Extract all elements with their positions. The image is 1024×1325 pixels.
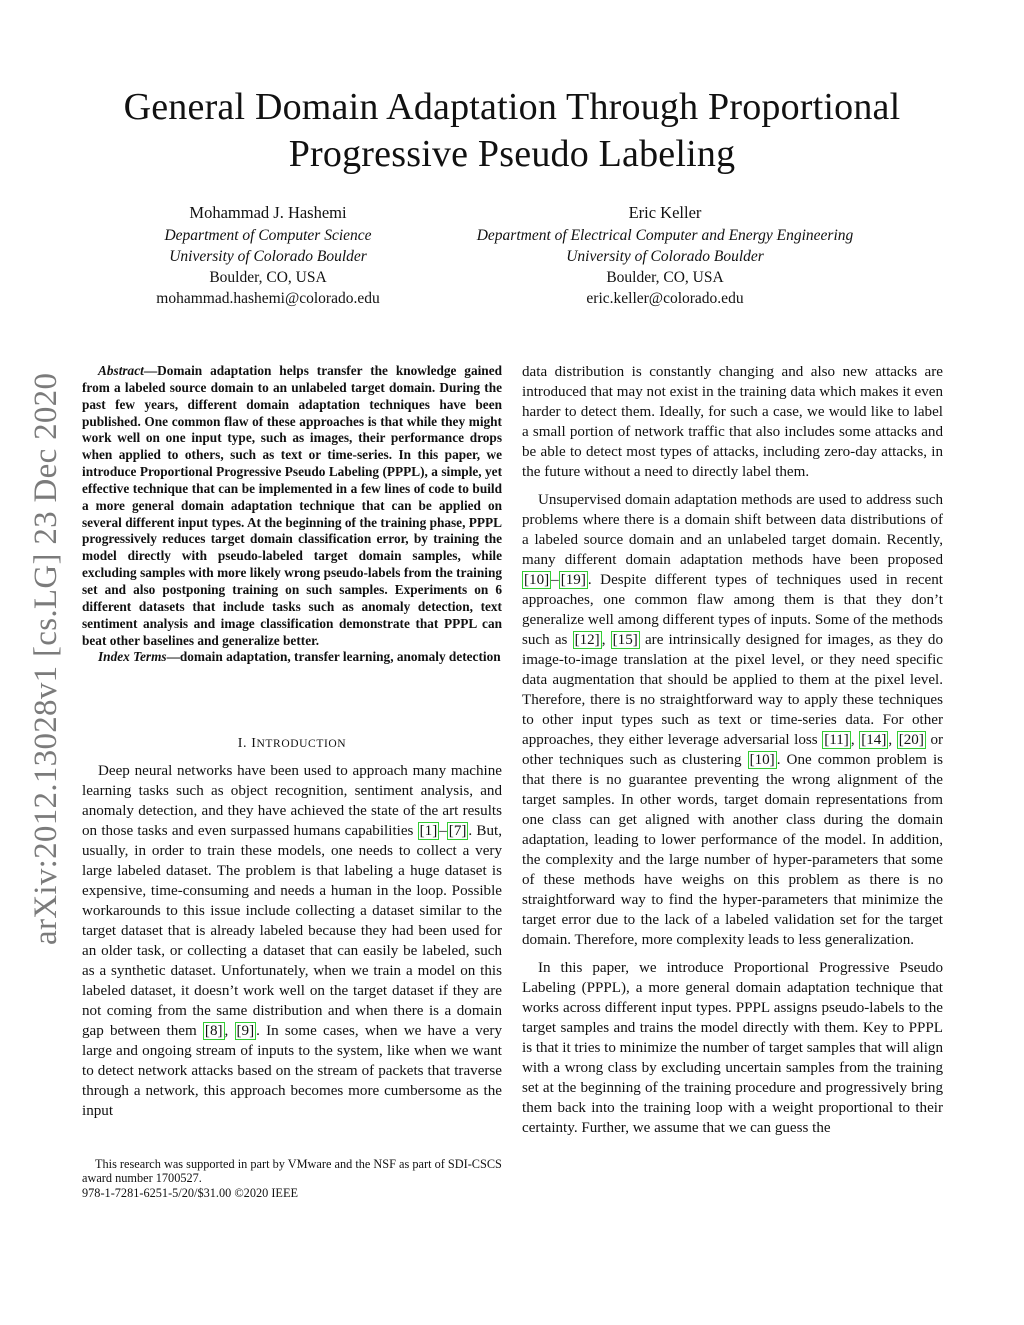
author-block-2 <box>432 202 898 309</box>
abstract-text: Domain adaptation helps transfer the knowledge gained from a labeled source domain to an unlabeled target domain. During the past few years, different domain adaptation techniques have been published. One common flaw of these approaches is that while they might work well on one input type, such as images, their performance drops when applied to others, such as text or time-series. In this paper, we introduce Proportional Progressive Pseudo Labeling (PPPL), a simple, yet effective technique that can be implemented in a few lines of code to build a more general domain adaptation technique that can be applied on several different input types. At the beginning of the training phase, PPPL progressively reduces target domain classification error, by training the model directly with pseudo-labeled target domain samples, while excluding samples with more likely wrong pseudo-labels from the training set and also postponing training on such samples. Experiments on 6 different datasets that include tasks such as anomaly detection, text sentiment analysis and image classification demonstrate that PPPL can beat other baselines and generalize better. <box>82 363 502 648</box>
text-run: , <box>224 1023 235 1039</box>
author-university: University of Colorado Boulder <box>169 248 367 265</box>
body-paragraph: data distribution is constantly changing and also new attacks are introduced that may not exist in the training data which makes it even harder to detect them. Ideally, for such a case, we would like to label a small portion of network traffic that also includes some attacks and be able to detect most types of attacks, including zero-day attacks, in the future without a need to directly label them. <box>522 364 943 480</box>
text-run: , <box>850 732 860 748</box>
index-terms-text: domain adaptation, transfer learning, anomaly detection <box>179 649 501 665</box>
citation-link[interactable]: [11] <box>824 732 849 748</box>
author-location: Boulder, CO, USA <box>209 269 327 286</box>
author-name: Eric Keller <box>628 203 702 222</box>
citation-link[interactable]: [9] <box>236 1023 255 1039</box>
text-run: . One common problem is that there is no guarantee preventing the wrong alignment of the target samples. In other words, target domain representations from one class can get aligned with another class during the domain adaptation, leading to lower performance of the model. In addition, the complexity and the large number of hyper-parameters that some of these methods have weighs on this problem as there is no straightforward way to find the hyper-parameters that minimize the target error due to the lack of a labeled validation set for the target domain. Therefore, more complexity leads to less generalization. <box>522 752 944 948</box>
text-run: or other techniques such as clustering <box>522 732 944 768</box>
text-run: , <box>601 632 611 648</box>
citation-link[interactable]: [19] <box>560 572 586 588</box>
introduction-text <box>82 761 502 1121</box>
citation-link[interactable]: [20] <box>898 732 924 748</box>
index-terms <box>82 649 502 666</box>
text-run: . Despite different types of techniques used in recent approaches, one common flaw among them is that they don’t generalize well among different types of inputs. Some of the methods such as <box>522 572 943 648</box>
footnote-block <box>82 1157 502 1200</box>
abstract-paragraph <box>82 363 502 649</box>
funding-footnote: This research was supported in part by VMware and the NSF as part of SDI-CSCS award number 1700527. <box>82 1157 502 1186</box>
text-run: Unsupervised domain adaptation methods are used to address such problems where there is a domain shift between data distributions of a labeled source domain and an unlabeled target domain. Recently, many different domain adaptation methods have been proposed <box>522 492 943 568</box>
text-run: , <box>888 732 897 748</box>
abstract-dash: — <box>143 363 158 378</box>
text-run: Deep neural networks have been used to approach many machine learning tasks such as object recognition, sentiment analysis, and anomaly detection, and they have achieved the state of the art results on those tasks and even surpassed humans capabilities <box>82 763 502 839</box>
paper-title-line-1: General Domain Adaptation Through Proportional <box>123 86 901 128</box>
citation-link[interactable]: [14] <box>861 732 887 748</box>
paper-title-line-2: Progressive Pseudo Labeling <box>288 133 736 175</box>
author-name: Mohammad J. Hashemi <box>189 203 347 222</box>
paper-title <box>40 84 984 178</box>
author-email[interactable]: mohammad.hashemi@colorado.edu <box>156 290 380 307</box>
index-terms-lead: Index Terms <box>98 649 167 665</box>
author-location: Boulder, CO, USA <box>606 269 724 286</box>
text-run: – <box>551 572 559 588</box>
body-paragraph <box>82 761 502 1121</box>
author-university: University of Colorado Boulder <box>566 248 764 265</box>
arxiv-identifier-stamp: arXiv:2012.13028v1 [cs.LG] 23 Dec 2020 <box>28 372 64 945</box>
citation-link[interactable]: [10] <box>524 572 550 588</box>
section-heading-introduction <box>82 736 502 752</box>
text-run: . In some cases, when we have a very large and ongoing stream of inputs to the system, like when we want to detect network attacks based on the stream of packets that traverse through a network, this approach becomes more cumbersome as the input <box>82 1023 503 1119</box>
abstract-lead: Abstract <box>98 363 144 378</box>
text-run: are intrinsically designed for images, as they do image-to-image translation at the pixel level, or they need specific data augmentation that should be applied to them at the pixel level. Therefore, there is no straightforward way to apply these techniques to other input types such as text or time-series data. For other approaches, they either leverage adversarial loss <box>522 632 944 748</box>
abstract-block <box>82 363 502 666</box>
citation-link[interactable]: [12] <box>574 632 600 648</box>
author-department: Department of Electrical Computer and Energy Engineering <box>476 227 854 244</box>
citation-link[interactable]: [7] <box>448 823 467 839</box>
author-department: Department of Computer Science <box>164 227 372 244</box>
body-paragraph <box>522 490 943 950</box>
citation-link[interactable]: [8] <box>204 1023 223 1039</box>
citation-link[interactable]: [10] <box>749 752 775 768</box>
text-run: – <box>439 823 447 839</box>
index-terms-dash: — <box>166 649 180 665</box>
copyright-notice: 978-1-7281-6251-5/20/$31.00 ©2020 IEEE <box>82 1185 298 1200</box>
text-run: . But, usually, in order to train these models, one needs to collect a very large labeled dataset. The problem is that labeling a huge dataset is expensive, time-consuming and needs a human in the loop. Possible workarounds to this issue include collecting a dataset similar to the target dataset that is already labeled because they had been used for an older task, or collecting a dataset that can easily be labeled, such as a synthetic dataset. Unfortunately, when we train a model on this labeled dataset, it doesn’t work well on the target dataset if they are not coming from the same distribution and when there is a domain gap between them <box>82 823 502 1039</box>
author-block-1 <box>118 202 418 309</box>
body-paragraph: In this paper, we introduce Proportional Progressive Pseudo Labeling (PPPL), a more general domain adaptation technique that works across different input types. PPPL assigns pseudo-labels to the target samples and trains the model directly with them. Key to PPPL is that it tries to minimize the number of target samples that will align with a wrong class by excluding uncertain samples from the training set at the beginning of the training procedure and progressively bring them back into the training loop with a weight proportional to their certainty. Further, we assume that we can guess the <box>522 960 944 1136</box>
right-column-text <box>522 362 943 1146</box>
citation-link[interactable]: [1] <box>419 823 438 839</box>
section-title: NTRODUCTION <box>256 738 347 750</box>
citation-link[interactable]: [15] <box>612 632 638 648</box>
author-email[interactable]: eric.keller@colorado.edu <box>586 290 744 307</box>
section-number: I. I <box>237 736 257 751</box>
